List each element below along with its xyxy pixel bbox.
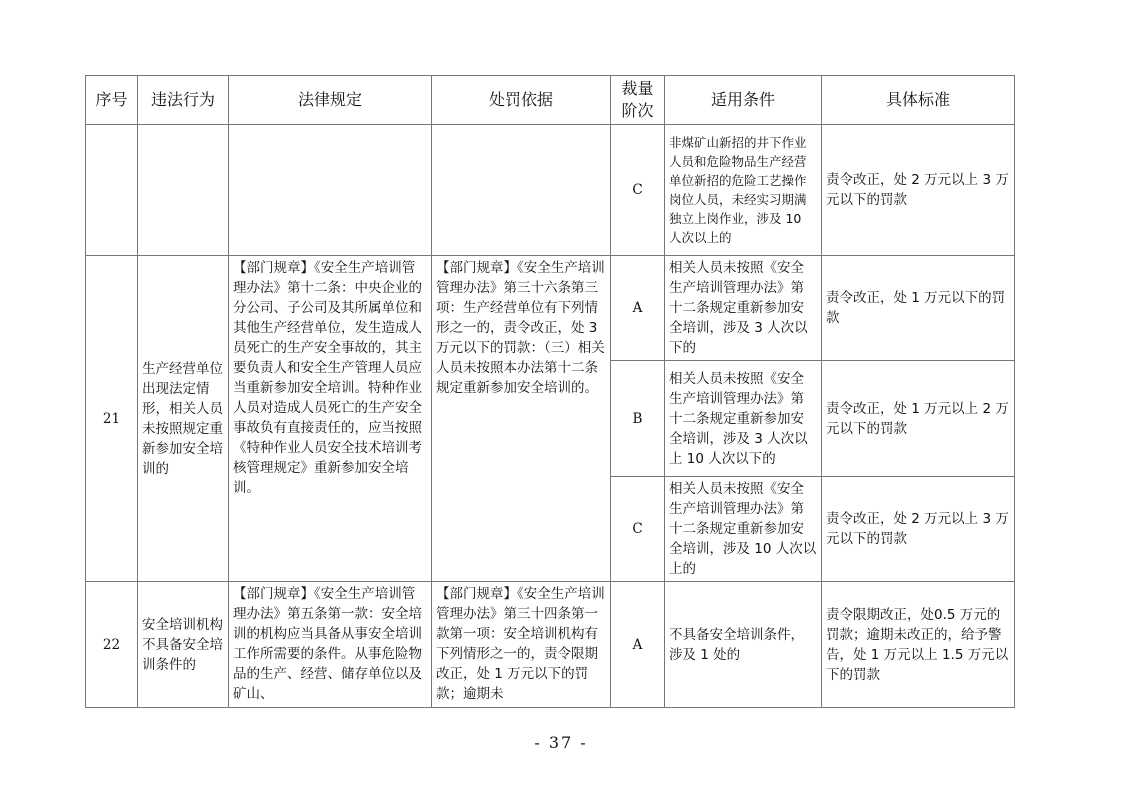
violation-cell: 安全培训机构不具备安全培训条件的 bbox=[138, 582, 229, 708]
table-row bbox=[86, 125, 1015, 256]
serial-cell: 22 bbox=[86, 582, 138, 708]
level-cell: A bbox=[611, 256, 665, 361]
condition-cell: 相关人员未按照《安全生产培训管理办法》第十二条规定重新参加安全培训，涉及 10 人次以上的 bbox=[665, 477, 822, 582]
level-cell: C bbox=[611, 477, 665, 582]
serial-cell: 21 bbox=[86, 256, 138, 582]
level-cell: B bbox=[611, 361, 665, 477]
cell-empty bbox=[432, 125, 611, 256]
level-cell: A bbox=[611, 582, 665, 708]
header-row bbox=[86, 76, 1015, 125]
header-serial: 序号 bbox=[86, 76, 138, 125]
header-basis: 处罚依据 bbox=[432, 76, 611, 125]
standard-cell: 责令改正，处 2 万元以上 3 万元以下的罚款 bbox=[822, 477, 1015, 582]
condition-cell: 不具备安全培训条件，涉及 1 处的 bbox=[665, 582, 822, 708]
condition-cell: 相关人员未按照《安全生产培训管理办法》第十二条规定重新参加安全培训，涉及 3 人次以上 10 人次以下的 bbox=[665, 361, 822, 477]
table-row bbox=[86, 256, 1015, 361]
header-condition: 适用条件 bbox=[665, 76, 822, 125]
penalty-standards-table bbox=[85, 75, 1015, 708]
basis-cell: 【部门规章】《安全生产培训管理办法》第三十六条第三项：生产经营单位有下列情形之一的，责令改正，处 3 万元以下的罚款：（三）相关人员未按照本办法第十二条规定重新参加安全培训的。 bbox=[432, 256, 611, 582]
page-number: - 37 - bbox=[534, 733, 588, 752]
cell-empty bbox=[229, 125, 432, 256]
standard-cell: 责令改正，处 2 万元以上 3 万元以下的罚款 bbox=[822, 125, 1015, 256]
level-cell: C bbox=[611, 125, 665, 256]
header-standard: 具体标准 bbox=[822, 76, 1015, 125]
header-violation: 违法行为 bbox=[138, 76, 229, 125]
condition-cell: 非煤矿山新招的井下作业人员和危险物品生产经营单位新招的危险工艺操作岗位人员，未经实习期满独立上岗作业，涉及 10 人次以上的 bbox=[665, 125, 822, 256]
standard-cell: 责令限期改正，处0.5 万元的罚款；逾期未改正的，给予警告，处 1 万元以上 1.5 万元以下的罚款 bbox=[822, 582, 1015, 708]
standard-cell: 责令改正，处 1 万元以下的罚款 bbox=[822, 256, 1015, 361]
standard-cell: 责令改正，处 1 万元以上 2 万元以下的罚款 bbox=[822, 361, 1015, 477]
basis-cell: 【部门规章】《安全生产培训管理办法》第三十四条第一款第一项：安全培训机构有下列情形之一的，责令限期改正，处 1 万元以下的罚款；逾期未 bbox=[432, 582, 611, 708]
cell-empty bbox=[138, 125, 229, 256]
violation-cell: 生产经营单位出现法定情形，相关人员未按照规定重新参加安全培训的 bbox=[138, 256, 229, 582]
header-level: 裁量阶次 bbox=[611, 76, 665, 125]
law-cell: 【部门规章】《安全生产培训管理办法》第五条第一款：安全培训的机构应当具备从事安全培训工作所需要的条件。从事危险物品的生产、经营、储存单位以及矿山、 bbox=[229, 582, 432, 708]
law-cell: 【部门规章】《安全生产培训管理办法》第十二条：中央企业的分公司、子公司及其所属单位和其他生产经营单位，发生造成人员死亡的生产安全事故的，其主要负责人和安全生产管理人员应当重新参加安全培训。特种作业人员对造成人员死亡的生产安全事故负有直接责任的，应当按照《特种作业人员安全技术培训考核管理规定》重新参加安全培训。 bbox=[229, 256, 432, 582]
cell-empty bbox=[86, 125, 138, 256]
table-row bbox=[86, 582, 1015, 708]
header-law: 法律规定 bbox=[229, 76, 432, 125]
condition-cell: 相关人员未按照《安全生产培训管理办法》第十二条规定重新参加安全培训，涉及 3 人次以下的 bbox=[665, 256, 822, 361]
